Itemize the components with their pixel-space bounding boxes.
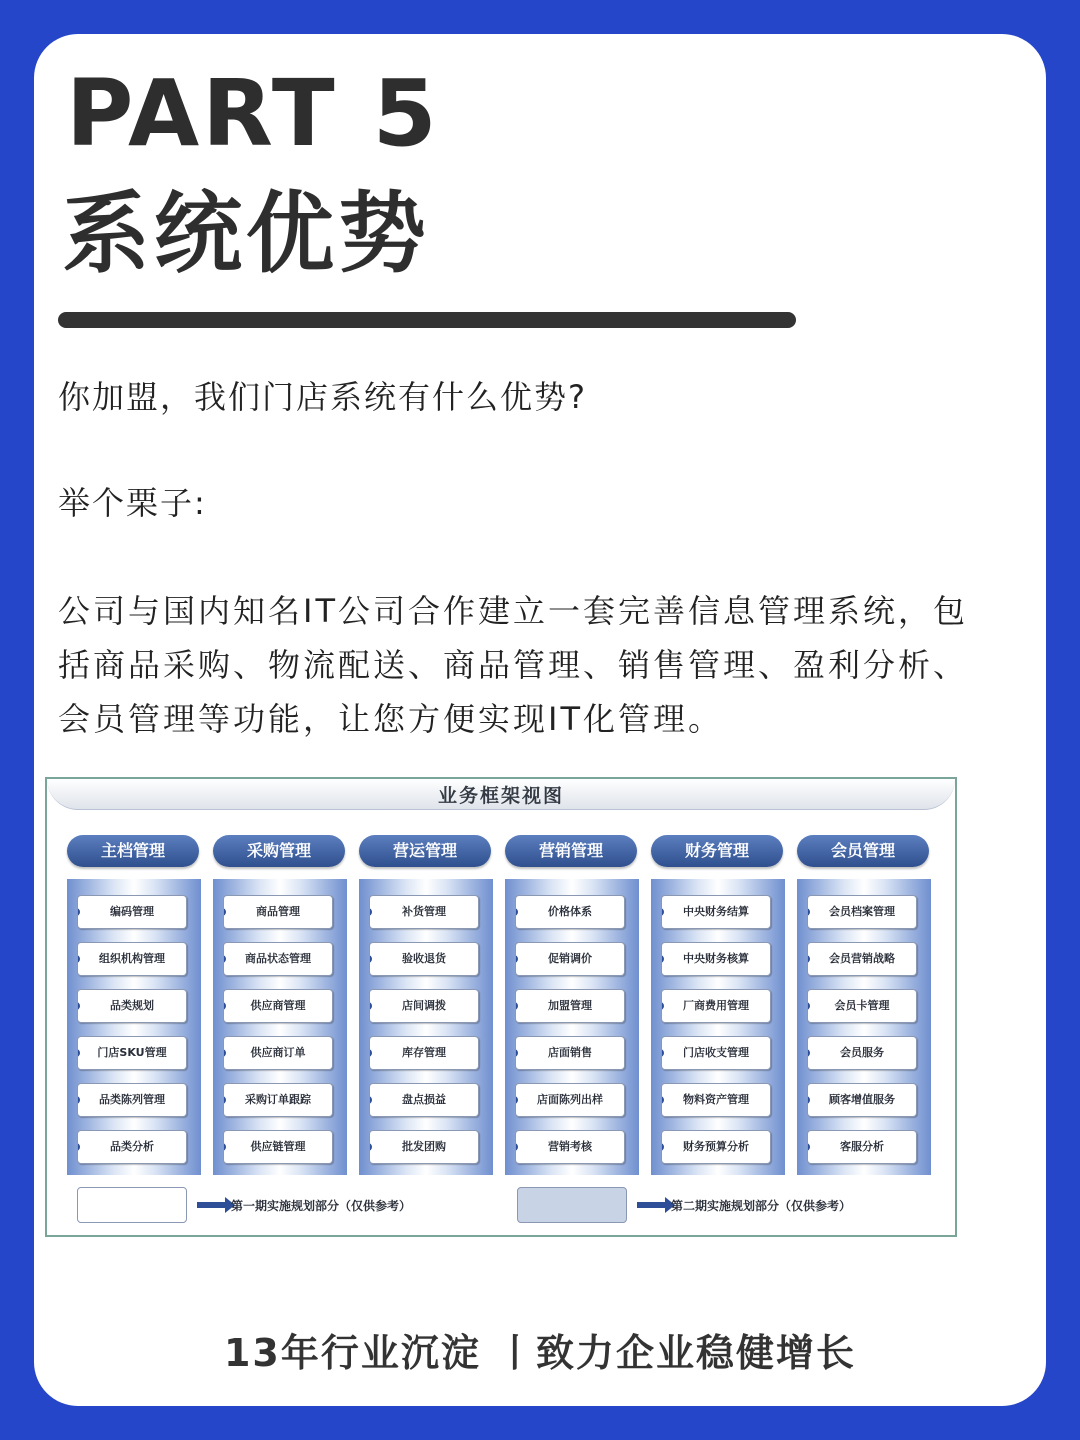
bullet-dot-icon [807,1002,810,1010]
legend-arrow-icon [197,1202,227,1208]
module-item [77,1130,187,1164]
bullet-dot-icon [807,955,810,963]
bullet-dot-icon [369,1002,372,1010]
module-item [515,942,625,976]
bullet-dot-icon [661,908,664,916]
module-item [223,1083,333,1117]
module-item-label: 采购订单跟踪 [245,1093,311,1106]
bullet-dot-icon [223,955,226,963]
bullet-dot-icon [223,1143,226,1151]
module-item-label: 盘点损益 [402,1093,446,1106]
module-item [515,989,625,1023]
bullet-dot-icon [515,1049,518,1057]
page-title-en: PART 5 [66,60,440,167]
title-divider [58,312,796,328]
module-item-label: 加盟管理 [548,999,592,1012]
module-item-label: 会员卡管理 [834,999,890,1012]
bullet-dot-icon [223,1096,226,1104]
module-item [515,1036,625,1070]
module-item [515,895,625,929]
module-item-label: 物料资产管理 [683,1093,749,1106]
module-item-label: 供应商管理 [250,999,306,1012]
module-item-label: 厂商费用管理 [683,999,749,1012]
module-item-label: 库存管理 [402,1046,446,1059]
bullet-dot-icon [661,1096,664,1104]
module-item [223,1130,333,1164]
module-item [369,942,479,976]
column-header: 营运管理 [359,835,491,867]
bullet-dot-icon [661,1049,664,1057]
module-item-label: 组织机构管理 [99,952,165,965]
bullet-dot-icon [807,1049,810,1057]
module-item [77,1036,187,1070]
module-item-label: 品类分析 [110,1140,154,1153]
column-header: 会员管理 [797,835,929,867]
module-item [369,1036,479,1070]
module-item-label: 会员档案管理 [829,905,895,918]
bullet-dot-icon [369,1096,372,1104]
bullet-dot-icon [77,1002,80,1010]
module-item-label: 供应链管理 [250,1140,306,1153]
bullet-dot-icon [369,955,372,963]
module-item-label: 店面陈列出样 [537,1093,603,1106]
module-item-label: 会员营销战略 [829,952,895,965]
module-item-label: 商品状态管理 [245,952,311,965]
legend-phase2-swatch [517,1187,627,1223]
module-item [661,942,771,976]
module-item-label: 商品管理 [256,905,300,918]
bullet-dot-icon [807,1143,810,1151]
module-item-label: 编码管理 [110,905,154,918]
bullet-dot-icon [807,908,810,916]
module-item [807,1130,917,1164]
bullet-dot-icon [515,955,518,963]
module-item [369,1130,479,1164]
bullet-dot-icon [77,908,80,916]
bullet-dot-icon [515,908,518,916]
column-header: 营销管理 [505,835,637,867]
module-item [661,1083,771,1117]
module-item-label: 顾客增值服务 [829,1093,895,1106]
module-item-label: 门店收支管理 [683,1046,749,1059]
module-item-label: 店间调拨 [402,999,446,1012]
module-item [223,895,333,929]
column-header: 财务管理 [651,835,783,867]
bullet-dot-icon [661,1143,664,1151]
bullet-dot-icon [369,908,372,916]
description-paragraph: 公司与国内知名IT公司合作建立一套完善信息管理系统，包括商品采购、物流配送、商品管理、销售管理、盈利分析、会员管理等功能，让您方便实现IT化管理。 [58,592,969,738]
business-framework-diagram [45,777,957,1237]
bullet-dot-icon [223,1049,226,1057]
module-item-label: 品类规划 [110,999,154,1012]
module-item [661,895,771,929]
module-item-label: 批发团购 [402,1140,446,1153]
column-header: 采购管理 [213,835,345,867]
question-text: 你加盟，我们门店系统有什么优势? [58,378,587,416]
module-item [369,989,479,1023]
page-title-cn: 系统优势 [62,182,431,285]
module-item-label: 验收退货 [402,952,446,965]
legend-phase1-label: 第一期实施规划部分（仅供参考） [231,1199,412,1213]
example-label: 举个栗子: [58,484,207,522]
bullet-dot-icon [661,955,664,963]
bullet-dot-icon [515,1096,518,1104]
module-item [515,1130,625,1164]
module-item [661,1130,771,1164]
module-item-label: 营销考核 [548,1140,592,1153]
bullet-dot-icon [515,1143,518,1151]
module-item [661,1036,771,1070]
module-item-label: 中央财务核算 [683,952,749,965]
bullet-dot-icon [77,1049,80,1057]
module-item [515,1083,625,1117]
module-item [77,1083,187,1117]
module-item-label: 店面销售 [548,1046,592,1059]
module-item [77,942,187,976]
module-item [369,1083,479,1117]
bullet-dot-icon [515,1002,518,1010]
bullet-dot-icon [77,1096,80,1104]
module-item-label: 客服分析 [840,1140,884,1153]
module-item [661,989,771,1023]
module-item [77,895,187,929]
module-item-label: 补货管理 [402,905,446,918]
bullet-dot-icon [369,1143,372,1151]
module-item-label: 促销调价 [548,952,592,965]
module-item-label: 价格体系 [548,905,592,918]
bullet-dot-icon [77,1143,80,1151]
module-item-label: 品类陈列管理 [99,1093,165,1106]
module-item [807,1083,917,1117]
diagram-title: 业务框架视图 [437,785,564,807]
legend-phase1-swatch [77,1187,187,1223]
footer-slogan: 13年行业沉淀 丨致力企业稳健增长 [223,1331,857,1375]
bullet-dot-icon [807,1096,810,1104]
legend-phase2-label: 第二期实施规划部分（仅供参考） [671,1199,852,1213]
module-item [223,989,333,1023]
module-item-label: 供应商订单 [250,1046,306,1059]
bullet-dot-icon [369,1049,372,1057]
module-item [223,1036,333,1070]
module-item [807,989,917,1023]
module-item [77,989,187,1023]
module-item-label: 门店SKU管理 [97,1046,167,1059]
module-item-label: 中央财务结算 [683,905,749,918]
module-item [807,942,917,976]
legend-arrow-icon [637,1202,667,1208]
column-header: 主档管理 [67,835,199,867]
module-item [807,1036,917,1070]
bullet-dot-icon [223,908,226,916]
module-item [807,895,917,929]
bullet-dot-icon [223,1002,226,1010]
module-item-label: 会员服务 [840,1046,884,1059]
module-item [369,895,479,929]
module-item [223,942,333,976]
bullet-dot-icon [77,955,80,963]
module-item-label: 财务预算分析 [683,1140,749,1153]
bullet-dot-icon [661,1002,664,1010]
